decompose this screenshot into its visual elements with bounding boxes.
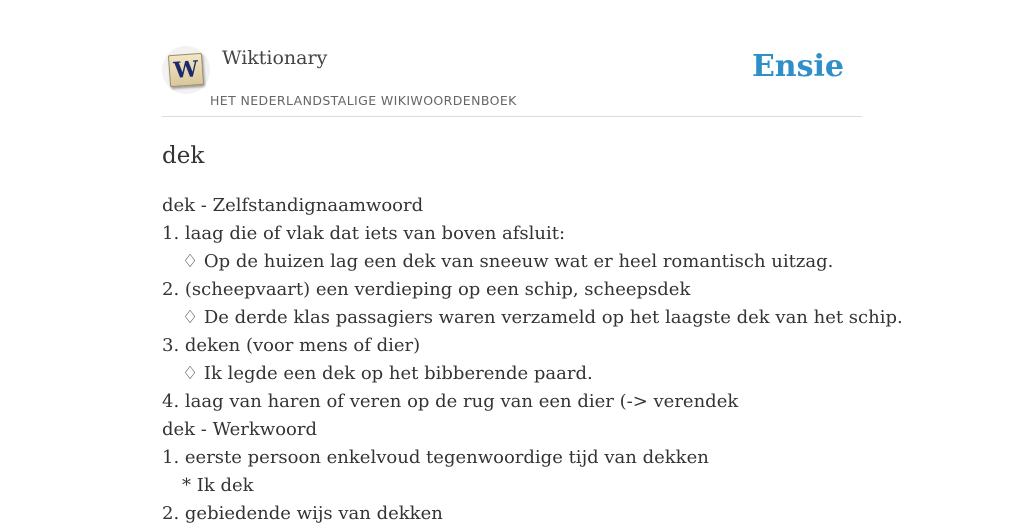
page-title: dek	[162, 143, 205, 169]
entry-lines	[162, 192, 922, 528]
wiktionary-logo[interactable]	[162, 46, 210, 94]
definition-line: 3. deken (voor mens of dier)	[162, 335, 421, 356]
entry-content	[162, 138, 922, 528]
site-tagline: HET NEDERLANDSTALIGE WIKIWOORDENBOEK	[210, 93, 517, 108]
example-line: ♢ De derde klas passagiers waren verzameld op het laagste dek van het schip.	[182, 307, 903, 328]
site-name[interactable]: Wiktionary	[222, 47, 328, 69]
example-line: ♢ Op de huizen lag een dek van sneeuw wat er heel romantisch uitzag.	[182, 251, 834, 272]
definition-line: 2. (scheepvaart) een verdieping op een schip, scheepsdek	[162, 279, 691, 300]
definition-line: 1. laag die of vlak dat iets van boven afsluit:	[162, 223, 566, 244]
example-line: ♢ Ik legde een dek op het bibberende paard.	[182, 363, 593, 384]
definition-line: 4. laag van haren of veren op de rug van een dier (-> verendek	[162, 391, 739, 412]
site-header	[162, 44, 862, 117]
example-line: * Ik dek	[182, 475, 254, 496]
part-of-speech-heading: dek - Werkwoord	[162, 419, 318, 440]
logo-tile-icon: W	[168, 53, 204, 87]
part-of-speech-heading: dek - Zelfstandignaamwoord	[162, 195, 424, 216]
definition-line: 2. gebiedende wijs van dekken	[162, 503, 443, 524]
ensie-brand-link[interactable]: Ensie	[751, 49, 844, 84]
definition-line: 1. eerste persoon enkelvoud tegenwoordige tijd van dekken	[162, 447, 709, 468]
